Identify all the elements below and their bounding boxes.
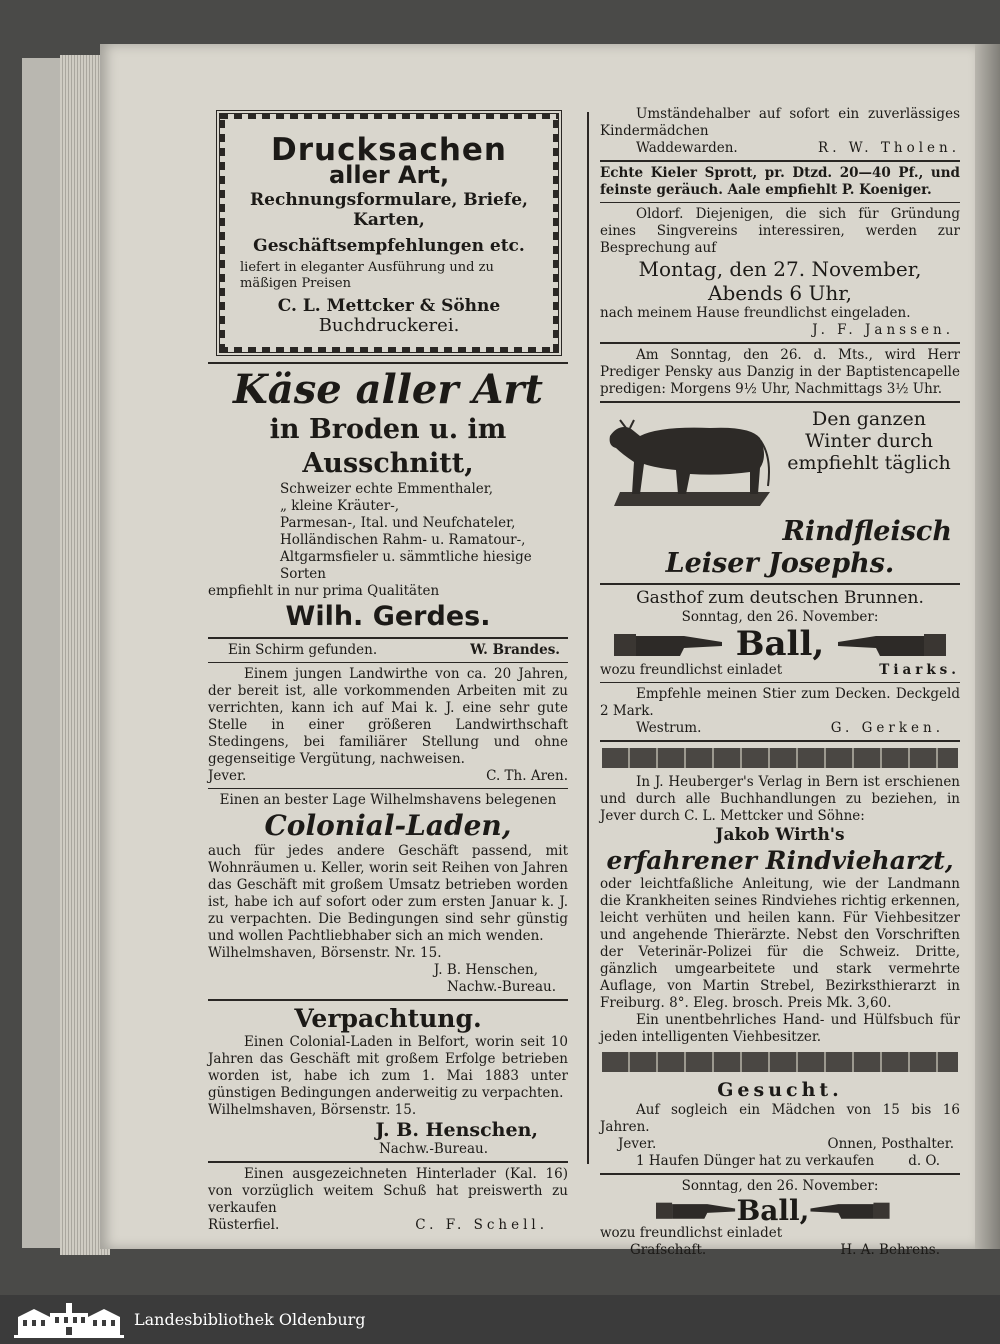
ad-text: Oldorf. Diejenigen, die sich für Gründung eines Singvereins interessiren, werden zur Besprechung auf [600,206,960,256]
ad-signature [208,1217,568,1234]
ad-text2: Ein unentbehrliches Hand- und Hülfsbuch für jeden intelligenten Viehbesitzer. [600,1012,960,1045]
ad-ball2 [600,1178,960,1259]
divider [208,662,568,663]
ball-row [600,623,960,664]
ad-name: Leiser Josephs. [665,548,895,579]
ad-name: H. A. Behrens. [840,1242,940,1258]
ad-signature [208,768,568,785]
ad-firm: Wilh. Gerdes. [285,601,491,632]
ad-subtitle: in Broden u. im Ausschnitt, [269,414,507,479]
ad-place: Grafschaft. [630,1242,707,1258]
ad-title: Verpachtung. [294,1004,482,1033]
library-name: Landesbibliothek Oldenburg [134,1310,366,1329]
ad-singverein [600,206,960,339]
ad-line: Schweizer echte Emmenthaler, [280,481,494,497]
ad-name: J. B. Henschen, [433,962,538,978]
divider [600,1173,960,1175]
ad-title: Käse aller Art [233,366,543,413]
ad-name: G. Gerken. [830,720,944,736]
ad-text: Einem jungen Landwirthe von ca. 20 Jahren, der bereit ist, alle vorkommenden Arbeiten mit zu verrichten, kann ich auf Mai k. J. eine sehr gute Stelle in einer größeren Landwirthschaft Stedingens, bei familiärer Stellung und ohne gegenseitige Vergütung, nachweisen. [208,666,568,767]
divider [208,788,568,789]
divider [208,999,568,1001]
ad-line: Rechnungsformulare, Briefe, Karten, [250,190,528,230]
column-divider [587,112,589,1164]
divider [600,202,960,203]
cow-illustration [600,406,778,516]
ad-subtitle: aller Art, [328,161,450,189]
ad-place: Rüsterfiel. [208,1217,280,1233]
ad-signature [600,140,960,157]
ad-address: Wilhelmshaven, Börsenstr. Nr. 15. [208,945,442,961]
ad-text: Empfehle meinen Stier zum Decken. Deckgeld 2 Mark. [600,686,960,719]
ad-duenger [600,1153,960,1170]
ad-place: Jever. [618,1136,657,1152]
ad-date: Montag, den 27. November, [638,257,922,281]
ad-title: erfahrener Rindvieharzt, [606,846,954,875]
ad-landwirth [208,666,568,785]
ad-title: Colonial-Laden, [264,809,512,842]
ad-line: Altgarmsfieler u. sämmtliche hiesige Sorten [280,549,532,582]
ad-line: Holländischen Rahm- u. Ramatour-, [280,532,526,548]
ad-title: Drucksachen [271,132,507,168]
ad-text: Einen Colonial-Laden in Belfort, worin seit 10 Jahren das Geschäft mit großem Erfolge betrieben worden ist, habe ich zum 1. Mai 1883 unter günstigen Bedingungen anderweitig zu verpachten. [208,1034,568,1101]
ad-invite: wozu freundlichst einladet [600,662,783,678]
ad-stier [600,686,960,737]
ad-text: Ein Schirm gefunden. [228,642,378,658]
pointing-hand-left-icon [836,626,946,662]
ball-label: Ball, [735,623,825,664]
left-column [208,106,568,1234]
ad-line: „ kleine Kräuter-, [280,498,400,514]
ad-firm: C. L. Mettcker & Söhne [277,296,501,316]
ad-date: Sonntag, den 26. November: [681,1178,879,1194]
ad-signature [600,662,960,679]
ad-text: Umständehalber auf sofort ein zuverlässiges Kindermädchen [600,106,960,139]
divider [600,342,960,344]
ad-line: empfiehlt in nur prima Qualitäten [208,583,440,599]
ad-schirm [208,642,568,659]
ad-intro: Einen an bester Lage Wilhelmshavens belegenen [219,792,557,808]
ad-signature [600,1242,960,1259]
ad-buch [600,774,960,1046]
ad-gesucht [600,1078,960,1153]
right-page-edge [975,44,1000,1249]
pointing-hand-right-icon [614,626,724,662]
ad-text: 1 Haufen Dünger hat zu verkaufen [636,1153,875,1169]
ad-kindermaedchen [600,106,960,157]
divider [208,1161,568,1163]
ad-signature [600,720,960,737]
ad-signature [600,1136,960,1153]
ad-name: C. Th. Aren. [486,768,568,784]
ad-hinterlader [208,1166,568,1234]
ad-place: Westrum. [636,720,702,736]
ad-name: J. F. Janssen. [812,322,954,338]
ad-name: Onnen, Posthalter. [827,1136,954,1152]
ad-firm-sub: Buchdruckerei. [318,315,460,336]
ad-prediger: Am Sonntag, den 26. d. Mts., wird Herr Prediger Pensky aus Danzig in der Baptistencapelle predigen: Morgens 9½ Uhr, Nachmittags 3½ Uhr. [600,347,960,397]
ad-kaese [208,367,568,634]
library-footer [0,1295,1000,1344]
ornament-bar [602,1052,958,1072]
ad-date: Sonntag, den 26. November: [681,609,879,625]
divider [208,362,568,364]
ad-title: Gesucht. [717,1079,843,1101]
ad-name: d. O. [908,1153,940,1169]
divider [600,740,960,742]
ad-drucksachen [216,110,562,356]
divider [208,637,568,639]
divider [600,682,960,683]
ad-gasthof [600,588,960,679]
ad-name: Tiarks. [879,662,960,678]
ad-invite: wozu freundlichst einladet [600,1225,783,1241]
ad-address: Wilhelmshaven, Börsenstr. 15. [208,1102,417,1118]
ad-intro: In J. Heuberger's Verlag in Bern ist erschienen und durch alle Buchhandlungen zu beziehen, in Jever durch C. L. Mettcker und Söhne: [600,774,960,824]
ad-name: R. W. Tholen. [818,140,960,156]
library-building-logo [14,1301,124,1339]
ball-label: Ball, [736,1193,810,1227]
ad-text: Einen ausgezeichneten Hinterlader (Kal. 16) von vorzüglich weitem Schuß hat preiswerth zu verkaufen [208,1166,568,1216]
pointing-hand-right-icon [656,1195,737,1225]
ad-time: Abends 6 Uhr, [708,281,852,305]
ball-row [600,1195,960,1225]
divider [600,401,960,403]
ad-list [208,481,568,583]
ad-rindfleisch [600,406,960,580]
ad-text: Auf sogleich ein Mädchen von 15 bis 16 Jahren. [600,1102,960,1135]
ad-text2: nach meinem Hause freundlichst eingeladen. [600,305,911,321]
ad-author: Jakob Wirth's [715,825,845,845]
divider [600,160,960,162]
ornament-bar [602,748,958,768]
ad-text: auch für jedes andere Geschäft passend, mit Wohnräumen u. Keller, worin seit Reihen von Jahren das Geschäft mit großem Umsatz betrieben worden ist, habe ich auf sofort oder zum ersten Januar k. J. zu verpachten. Die Bedingungen sind sehr günstig und wollen Pachtliebhaber sich an mich wenden. [208,843,568,944]
ad-sprott: Echte Kieler Sprott, pr. Dtzd. 20—40 Pf., und feinste geräuch. Aale empfiehlt P. Koeniger. [600,165,960,198]
ad-verpachtung [208,1004,568,1158]
ad-name: J. B. Henschen, [375,1119,538,1141]
cattle-block [600,406,960,516]
pointing-hand-left-icon [809,1195,890,1225]
ad-name: W. Brandes. [470,642,560,658]
ad-text: Den ganzen Winter durch empfiehlt täglich [787,408,951,474]
ad-office: Nachw.-Bureau. [446,979,556,995]
divider [600,583,960,585]
ad-line: Geschäftsempfehlungen etc. [253,236,525,256]
ad-name: C. F. Schell. [415,1217,548,1233]
ad-title: Rindfleisch [782,516,952,547]
ad-office: Nachw.-Bureau. [378,1141,488,1157]
ad-line: liefert in eleganter Ausführung und zu mäßigen Preisen [240,260,494,291]
ad-colonial [208,792,568,996]
ad-place: Jever. [208,768,247,784]
ad-line: Parmesan-, Ital. und Neufchateler, [280,515,516,531]
ad-text: oder leichtfaßliche Anleitung, wie der Landmann die Krankheiten seines Rindviehes richtig erkennen, leicht verhüten und heilen kann. Für Viehbesitzer und angehende Thierärzte. Nebst den Vorschriften der Veterinär-Polizei für die Schweiz. Dritte, gänzlich umgearbeitete und stark vermehrte Auflage, von Martin Strebel, Bezirksthierarzt in Freiburg. 8°. Eleg. brosch. Preis Mk. 3,60. [600,876,960,1011]
ad-title: Gasthof zum deutschen Brunnen. [636,588,924,608]
ad-place: Waddewarden. [636,140,738,156]
right-column [600,106,960,1259]
